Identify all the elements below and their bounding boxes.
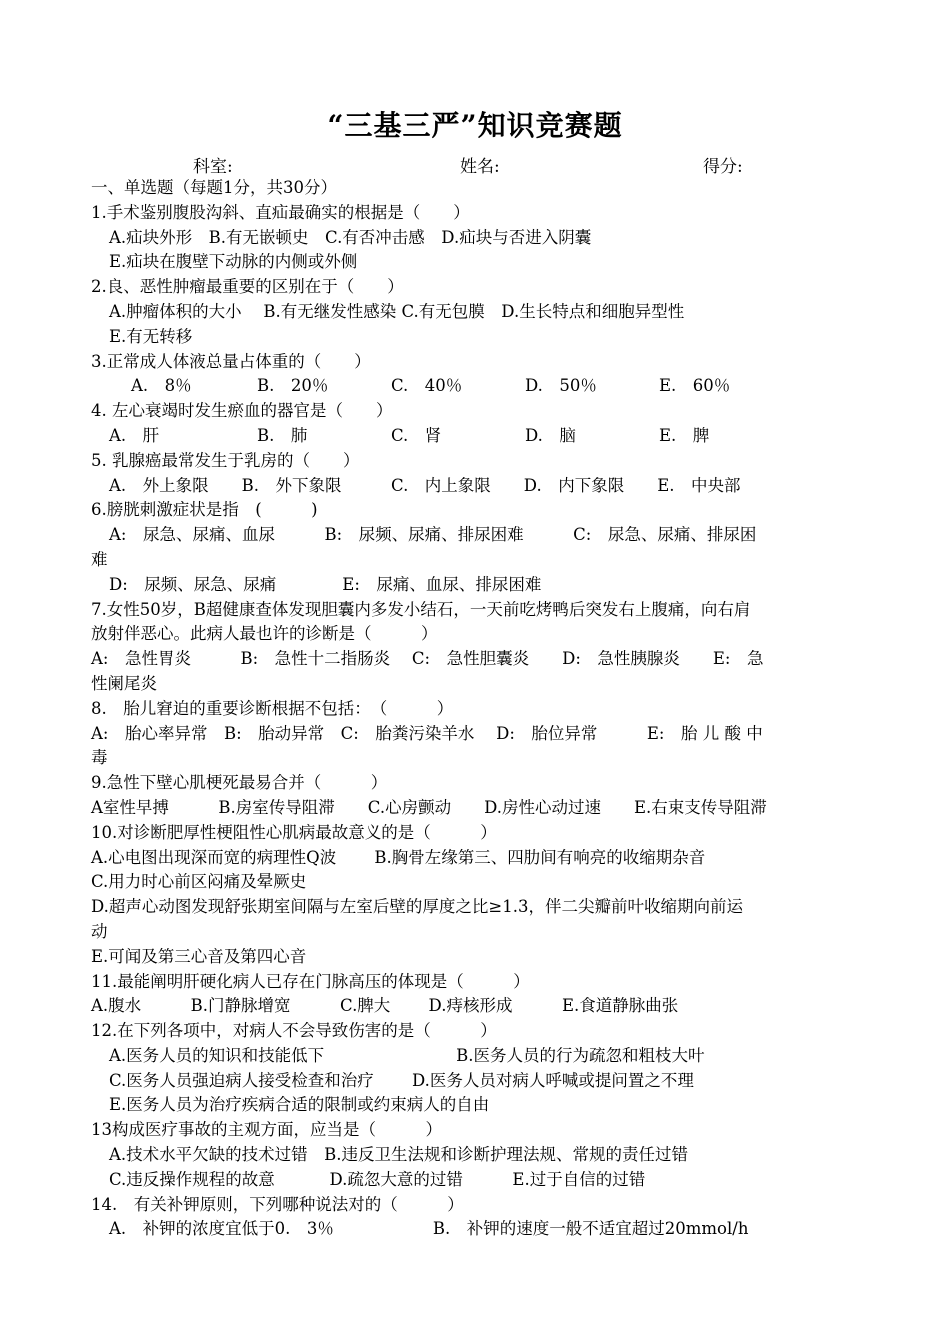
question-2-options: E.有无转移 <box>109 326 193 346</box>
question-12-options: E.医务人员为治疗疾病合适的限制或约束病人的自由 <box>109 1095 490 1115</box>
question-2-stem: 2.良、恶性肿瘤最重要的区别在于（ ） <box>91 277 404 297</box>
question-6-options-wrap: 难 <box>91 549 108 569</box>
question-5-stem: 5. 乳腺癌最常发生于乳房的（ ） <box>91 450 360 470</box>
question-10-option-c: C.用力时心前区闷痛及晕厥史 <box>91 872 307 892</box>
question-13-stem: 13构成医疗事故的主观方面，应当是（ ） <box>91 1120 442 1140</box>
question-13-options: C.违反操作规程的故意 D.疏忽大意的过错 E.过于自信的过错 <box>109 1169 646 1189</box>
question-10-option-d-wrap: 动 <box>91 921 108 941</box>
option-c: C. 40％ <box>391 376 463 396</box>
score-field: 得分: <box>703 157 743 177</box>
question-7-options: A: 急性胃炎 B: 急性十二指肠炎 C: 急性胆囊炎 D: 急性胰腺炎 E: 急 <box>91 649 764 669</box>
option-b: B. 20％ <box>257 376 329 396</box>
option-c: C. 肾 <box>391 425 442 445</box>
question-6-options: D: 尿频、尿急、尿痛 E: 尿痛、血尿、排尿困难 <box>109 574 542 594</box>
question-7-options-wrap: 性阑尾炎 <box>91 673 157 693</box>
question-6-options: A: 尿急、尿痛、血尿 B: 尿频、尿痛、排尿困难 C: 尿急、尿痛、排尿困 <box>109 525 757 545</box>
question-list <box>91 176 863 1242</box>
question-1-stem: 1.手术鉴别腹股沟斜、直疝最确实的根据是（ ） <box>91 202 470 222</box>
question-12-options: A.医务人员的知识和技能低下 B.医务人员的行为疏忽和粗枝大叶 <box>109 1045 705 1065</box>
question-14-options: A. 补钾的浓度宜低于0. 3％ B. 补钾的速度一般不适宜超过20mmol/h <box>109 1219 749 1239</box>
question-10-option-e: E.可闻及第三心音及第四心音 <box>91 946 307 966</box>
option-d: D. 脑 <box>525 425 576 445</box>
option-d: D. 50％ <box>525 376 597 396</box>
question-10-option-d: D.超声心动图发现舒张期室间隔与左室后壁的厚度之比≥1.3，伴二尖瓣前叶收缩期向前运 <box>91 897 743 917</box>
question-10-option-ab: A.心电图出现深而宽的病理性Q波 B.胸骨左缘第三、四肋间有响亮的收缩期杂音 <box>91 847 706 867</box>
option-a: A. 肝 <box>109 425 160 445</box>
question-2-options: A.肿瘤体积的大小 B.有无继发性感染 C.有无包膜 D.生长特点和细胞异型性 <box>109 301 685 321</box>
question-10-stem: 10.对诊断肥厚性梗阻性心肌病最故意义的是（ ） <box>91 822 497 842</box>
option-e: E. 60％ <box>659 376 731 396</box>
question-9-stem: 9.急性下壁心肌梗死最易合并（ ） <box>91 773 388 793</box>
question-8-options: A: 胎心率异常 B: 胎动异常 C: 胎粪污染羊水 D: 胎位异常 E: 胎 儿 酸 中 <box>91 723 763 743</box>
option-e: E. 脾 <box>659 425 710 445</box>
question-1-options: E.疝块在腹壁下动脉的内侧或外侧 <box>109 252 358 272</box>
question-7-stem-wrap: 放射伴恶心。此病人最也许的诊断是（ ） <box>91 624 438 644</box>
question-4-options <box>91 424 863 449</box>
question-4-stem: 4. 左心衰竭时发生瘀血的器官是（ ） <box>91 401 393 421</box>
question-8-options-wrap: 毒 <box>91 748 108 768</box>
question-3-options <box>91 374 863 399</box>
question-13-options: A.技术水平欠缺的技术过错 B.违反卫生法规和诊断护理法规、常规的责任过错 <box>109 1145 689 1165</box>
question-6-stem: 6.膀胱刺激症状是指 ( ) <box>91 500 318 520</box>
option-a: A. 8％ <box>131 376 192 396</box>
question-5-options: A. 外上象限 B. 外下象限 C. 内上象限 D. 内下象限 E. 中央部 <box>109 475 741 495</box>
header-fields <box>0 152 950 176</box>
question-12-stem: 12.在下列各项中，对病人不会导致伤害的是（ ） <box>91 1021 497 1041</box>
question-3-stem: 3.正常成人体液总量占体重的（ ） <box>91 351 371 371</box>
question-9-options: A室性早搏 B.房室传导阻滞 C.心房颤动 D.房性心动过速 E.右束支传导阻滞 <box>91 797 767 817</box>
question-7-stem: 7.女性50岁，B超健康查体发现胆囊内多发小结石，一天前吃烤鸭后突发右上腹痛，向右肩 <box>91 599 751 619</box>
department-field: 科室: <box>193 157 233 177</box>
question-1-options: A.疝块外形 B.有无嵌顿史 C.有否冲击感 D.疝块与否进入阴囊 <box>109 227 592 247</box>
question-12-options: C.医务人员强迫病人接受检查和治疗 D.医务人员对病人呼喊或提问置之不理 <box>109 1070 694 1090</box>
name-field: 姓名: <box>460 157 500 177</box>
question-11-options: A.腹水 B.门静脉增宽 C.脾大 D.痔核形成 E.食道静脉曲张 <box>91 996 679 1016</box>
option-b: B. 肺 <box>257 425 308 445</box>
question-11-stem: 11.最能阐明肝硬化病人已存在门脉高压的体现是（ ） <box>91 971 530 991</box>
question-8-stem: 8. 胎儿窘迫的重要诊断根据不包括： （ ） <box>91 698 454 718</box>
question-14-stem: 14. 有关补钾原则，下列哪种说法对的（ ） <box>91 1194 464 1214</box>
section-heading: 一、单选题（每题1分，共30分） <box>91 178 337 197</box>
exam-title: “三基三严”知识竞赛题 <box>327 109 623 142</box>
